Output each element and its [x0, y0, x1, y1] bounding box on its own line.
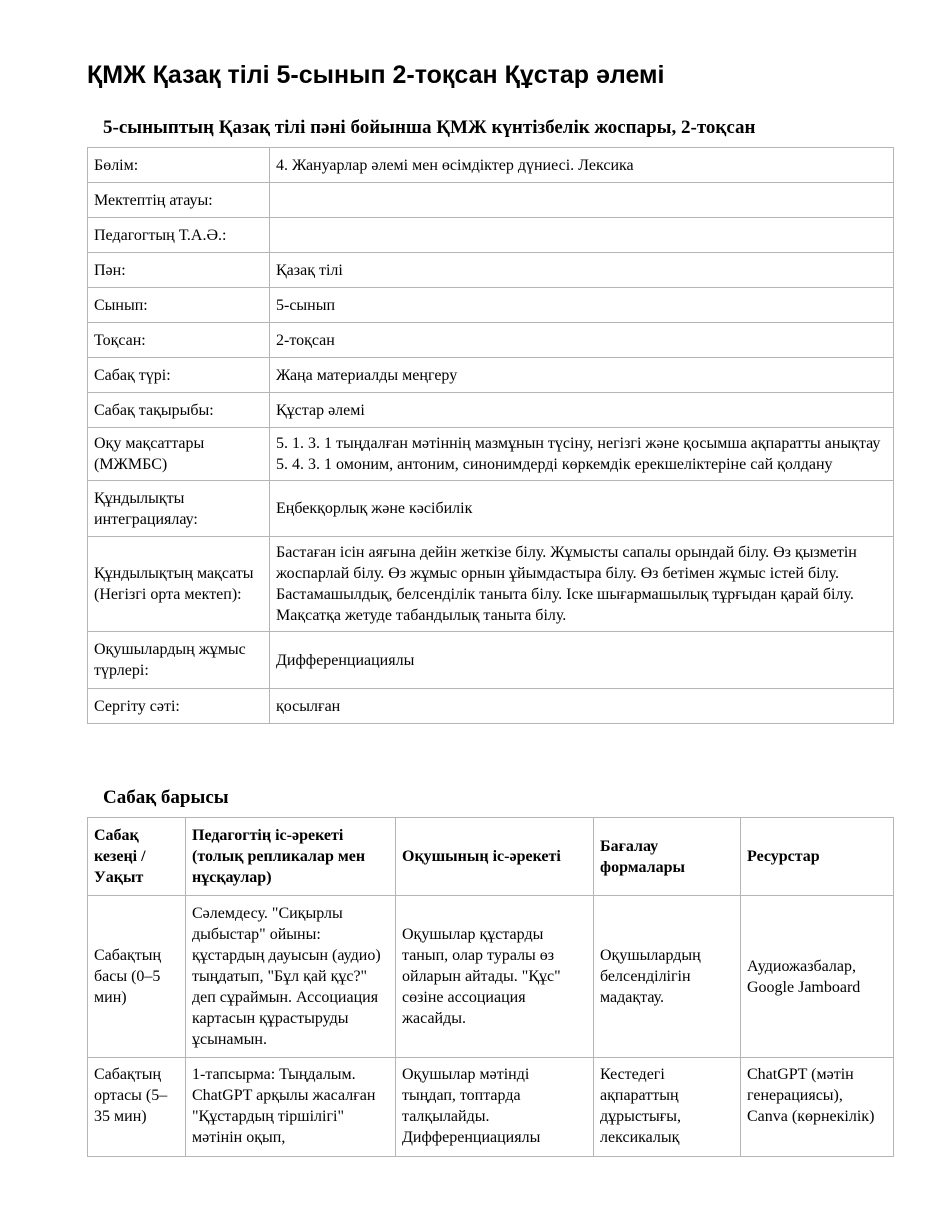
- table-header-row: [88, 818, 894, 896]
- column-header-student: Оқушының іс-әрекеті: [396, 818, 594, 896]
- info-label: Педагогтың Т.А.Ә.:: [88, 218, 270, 253]
- info-label: Сабақ түрі:: [88, 358, 270, 393]
- student-activity-cell: [396, 1058, 594, 1157]
- column-header-teacher: Педагогтің іс-әрекеті (толық репликалар мен нұсқаулар): [186, 818, 396, 896]
- lesson-info-table: [87, 147, 894, 724]
- info-value: [270, 218, 894, 253]
- info-value: Құстар әлемі: [270, 393, 894, 428]
- info-value: 4. Жануарлар әлемі мен өсімдіктер дүниесі. Лексика: [270, 148, 894, 183]
- info-label: Тоқсан:: [88, 323, 270, 358]
- student-activity-text: Оқушылар мәтінді тыңдап, топтарда талқылайды. Дифференциациялы: [402, 1066, 541, 1146]
- column-header-assessment: Бағалау формалары: [594, 818, 741, 896]
- info-value: Қазақ тілі: [270, 253, 894, 288]
- info-label: Сергіту сәті:: [88, 689, 270, 724]
- column-header-resources: Ресурстар: [741, 818, 894, 896]
- teacher-activity-text: 1-тапсырма: Тыңдалым. ChatGPT арқылы жасалған "Құстардың тіршілігі" мәтінін оқып,: [192, 1066, 376, 1146]
- info-value: [270, 183, 894, 218]
- stage-text: Сабақтың ортасы (5–35 мин): [94, 1066, 168, 1125]
- table-row: [88, 218, 894, 253]
- assessment-text: Кестедегі ақпараттың дұрыстығы, лексикалық: [600, 1066, 682, 1146]
- info-label: Пән:: [88, 253, 270, 288]
- table-row: [88, 689, 894, 724]
- table-row: [88, 896, 894, 1058]
- lesson-flow-table: [87, 817, 894, 1157]
- info-label: Бөлім:: [88, 148, 270, 183]
- info-label: Сынып:: [88, 288, 270, 323]
- info-value: 2-тоқсан: [270, 323, 894, 358]
- plan-title: 5-сыныптың Қазақ тілі пәні бойынша ҚМЖ күнтізбелік жоспары, 2-тоқсан: [103, 117, 756, 138]
- stage-cell: Сабақтың басы (0–5 мин): [88, 896, 186, 1058]
- info-label: Оқу мақсаттары (МЖМБС): [88, 428, 270, 481]
- teacher-activity-cell: Сәлемдесу. "Сиқырлы дыбыстар" ойыны: құстардың дауысын (аудио) тыңдатып, "Бұл қай құс?" деп сұраймын. Ассоциация картасын құрастыруды ұсынамын.: [186, 896, 396, 1058]
- info-label: Құндылықты интеграциялау:: [88, 481, 270, 537]
- assessment-cell: Оқушылардың белсенділігін мадақтау.: [594, 896, 741, 1058]
- info-value: 5. 1. 3. 1 тыңдалған мәтіннің мазмұнын түсіну, негізгі және қосымша ақпаратты анықтау 5. 4. 3. 1 омоним, антоним, синонимдерді көркемдік ерекшеліктеріне сай қолдану: [270, 428, 894, 481]
- table-row: [88, 537, 894, 632]
- table-row: [88, 428, 894, 481]
- assessment-cell: [594, 1058, 741, 1157]
- table-row: [88, 393, 894, 428]
- table-row: [88, 288, 894, 323]
- table-row: [88, 1058, 894, 1157]
- table-row: [88, 358, 894, 393]
- page-title: ҚМЖ Қазақ тілі 5-сынып 2-тоқсан Құстар әлемі: [87, 61, 665, 89]
- table-row: [88, 323, 894, 358]
- info-value: Дифференциациялы: [270, 632, 894, 689]
- info-label: Мектептің атауы:: [88, 183, 270, 218]
- info-value: қосылған: [270, 689, 894, 724]
- table-row: [88, 253, 894, 288]
- table-row: [88, 481, 894, 537]
- info-value: Еңбекқорлық және кәсібилік: [270, 481, 894, 537]
- teacher-activity-cell: [186, 1058, 396, 1157]
- info-label: Құндылықтың мақсаты (Негізгі орта мектеп):: [88, 537, 270, 632]
- table-row: [88, 183, 894, 218]
- column-header-stage: Сабақ кезеңі / Уақыт: [88, 818, 186, 896]
- table-row: [88, 632, 894, 689]
- info-value: 5-сынып: [270, 288, 894, 323]
- student-activity-cell: Оқушылар құстарды танып, олар туралы өз ойларын айтады. "Құс" сөзіне ассоциация жасайды.: [396, 896, 594, 1058]
- resources-cell: Аудиожазбалар, Google Jamboard: [741, 896, 894, 1058]
- info-value: Жаңа материалды меңгеру: [270, 358, 894, 393]
- lesson-section-title: Сабақ барысы: [103, 787, 229, 808]
- info-label: Оқушылардың жұмыс түрлері:: [88, 632, 270, 689]
- table-row: [88, 148, 894, 183]
- resources-cell: [741, 1058, 894, 1157]
- resources-text: ChatGPT (мәтін генерациясы), Canva (көрнекілік): [747, 1066, 875, 1125]
- info-value: Бастаған ісін аяғына дейін жеткізе білу. Жұмысты сапалы орындай білу. Өз қызметін жоспарлай білу. Өз жұмыс орнын ұйымдастыра білу. Өз бетімен жұмыс істей білу. Бастамашылдық, белсенділік таныта білу. Іске шығармашылық тұрғыдан қарай білу. Мақсатқа жетуде табандылық таныта білу.: [270, 537, 894, 632]
- stage-cell: [88, 1058, 186, 1157]
- info-label: Сабақ тақырыбы:: [88, 393, 270, 428]
